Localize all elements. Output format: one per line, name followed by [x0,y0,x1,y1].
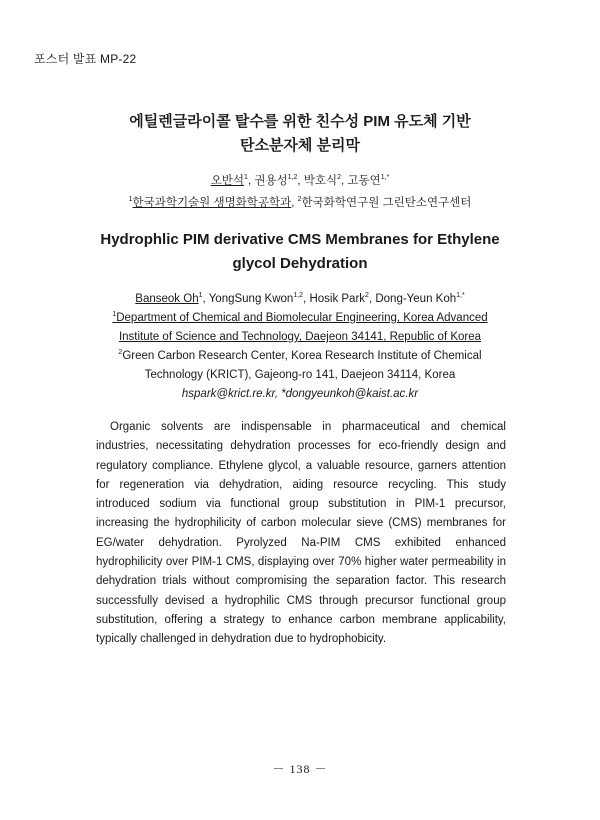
english-author-list [0,290,600,309]
english-author-4: Dong-Yeun Koh [375,293,457,305]
english-affiliation-2-line-1: Green Carbon Research Center, Korea Research Institute of Chemical [122,350,482,362]
contact-emails: hspark@krict.re.kr, *dongyeunkoh@kaist.ac.kr [181,388,419,400]
separator: , [303,293,310,305]
separator: , [291,197,298,209]
korean-author-2: 권용성 [254,175,288,187]
english-affiliation-1 [0,309,600,328]
korean-author-1: 오반석 [210,175,245,187]
korean-author-4: 고동연 [347,175,381,187]
separator: , [297,175,304,187]
korean-author-3-affiliation: 2 [337,174,342,182]
korean-authors-block [0,170,600,214]
english-affiliation-2-line-2: Technology (KRICT), Gajeong-ro 141, Daejeon 34114, Korea [144,369,456,381]
english-author-3-affiliation: 2 [365,292,369,300]
affiliation-marker: 1 [112,311,117,319]
separator: , [202,293,209,305]
page-number: － 138 － [272,762,328,776]
korean-affiliation-2: 한국화학연구원 그린탄소연구센터 [301,197,472,209]
abstract-paragraph: Organic solvents are indispensable in pharmaceutical and chemical industries, necessitating dehydration processes for eco-friendly design and regulatory compliance. Ethylene glycol, a valuable resource, garners attention for regeneration via dehydration, aiding resource recycling. This study introduced sodium via functional group substitution in PIM-1 precursor, increasing the hydrophilicity of carbon molecular sieve (CMS) membranes for EG/water dehydration. Pyrolyzed Na-PIM CMS exhibited enhanced hydrophilicity over PIM-1 CMS, displaying over 70% higher water permeability in dehydration trials without compromising the separation factor. This research successfully devised a hydrophilic CMS through precursor functional group substitution, offering a strategy to enhance carbon membrane applicability, typically challenged in dehydration due to hydrophobicity. [96,421,506,646]
english-author-4-affiliation: 1,* [456,292,465,300]
english-title-line-1: Hydrophlic PIM derivative CMS Membranes for Ethylene [100,231,500,248]
korean-title-line-1: 에틸렌글라이콜 탈수를 위한 친수성 PIM 유도체 기반 [129,113,471,130]
english-affiliation-2 [0,347,600,366]
korean-title [0,110,600,158]
korean-affiliations [0,192,600,214]
english-affiliation-1-line-1: Department of Chemical and Biomolecular Engineering, Korea Advanced [116,312,488,324]
session-label: 포스터 발표 MP-22 [34,52,137,66]
separator: , [368,293,376,305]
korean-author-1-affiliation: 1 [244,174,248,182]
korean-author-list [0,170,600,192]
separator: , [247,175,255,187]
english-author-2: YongSung Kwon [208,293,294,305]
korean-author-4-affiliation: 1,* [380,174,390,182]
english-title [0,228,600,276]
korean-author-2-affiliation: 1,2 [287,174,298,182]
english-author-2-affiliation: 1,2 [293,292,304,300]
english-author-3: Hosik Park [309,293,366,305]
korean-author-3: 박호식 [303,175,338,187]
english-affiliation-1-line-2: Institute of Science and Technology, Daejeon 34141, Republic of Korea [118,331,482,343]
korean-title-line-2: 탄소분자체 분리막 [239,137,361,154]
english-author-1: Banseok Oh [135,293,199,305]
abstract [96,418,506,650]
separator: , [341,175,348,187]
affiliation-marker: 1 [128,196,133,204]
affiliation-marker: 2 [118,349,123,357]
english-author-1-affiliation: 1 [198,292,203,300]
english-title-line-2: glycol Dehydration [232,255,368,272]
korean-affiliation-1: 한국과학기술원 생명화학공학과 [132,197,292,209]
english-authors-block [0,290,600,404]
affiliation-marker: 2 [297,196,302,204]
